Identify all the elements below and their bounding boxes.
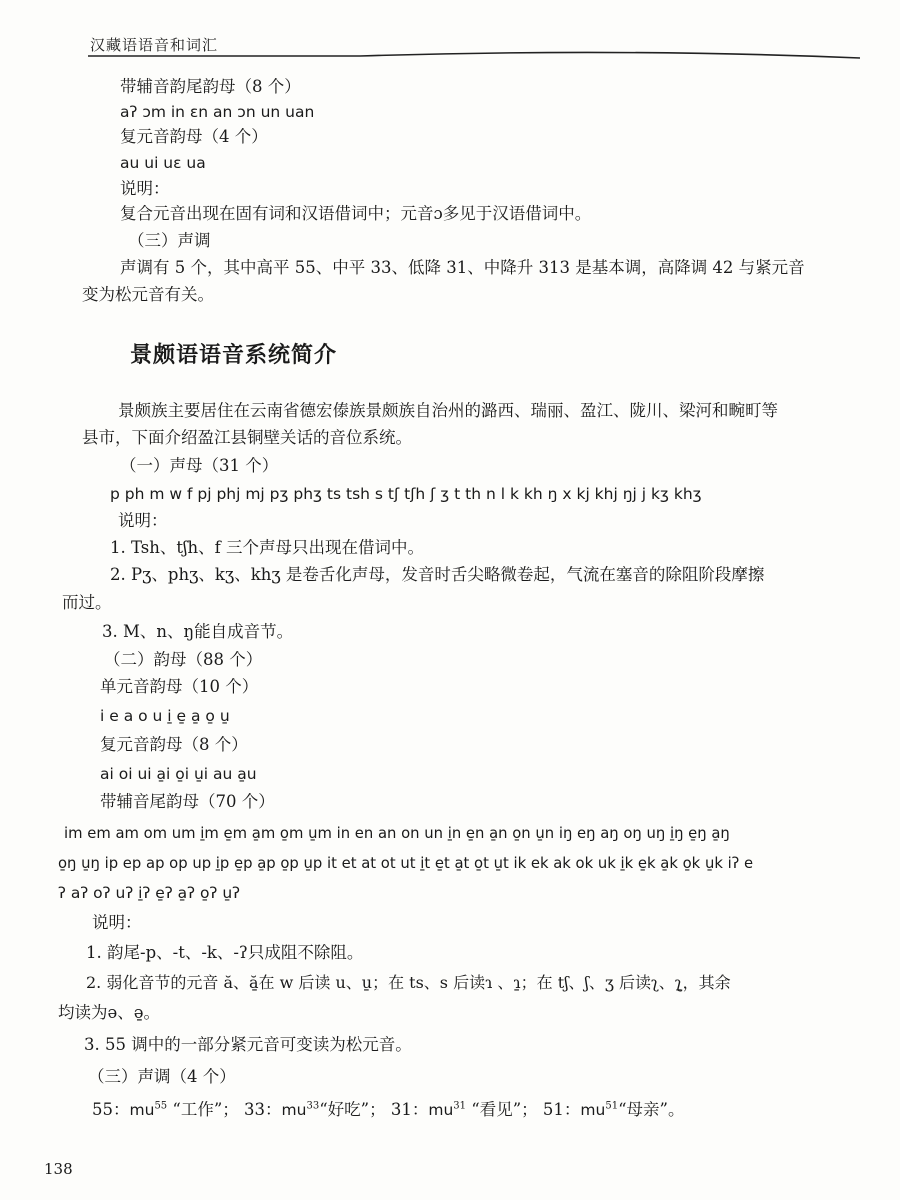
subheading: （三）声调 bbox=[128, 231, 211, 250]
text-line: 声调有 5 个，其中高平 55、中平 33、低降 31、中降升 313 是基本调，高降调 42 与紧元音 bbox=[120, 258, 805, 277]
ipa-line: au ui uɛ ua bbox=[120, 154, 206, 172]
text-line: 说明： bbox=[118, 511, 168, 530]
ipa-line: ai oi ui a̱i o̱i u̱i au a̱u bbox=[100, 765, 257, 783]
text-line: 复元音韵母（8 个） bbox=[100, 735, 248, 754]
text-line: 县市，下面介绍盈江县铜壁关话的音位系统。 bbox=[82, 428, 412, 447]
header-rule bbox=[60, 0, 900, 70]
tone-item: 31：$mu^{31}$ “看见”； bbox=[390, 1100, 538, 1119]
tone-item: 51：$mu^{51}“$母亲”。 bbox=[542, 1100, 685, 1119]
ipa-line: o̱ŋ u̱ŋ ip ep ap op up i̱p e̱p a̱p o̱p u̱p it et at ot ut i̱t e̱t a̱t o̱t u̱t ik ek ak ok uk i̱k e̱k a̱k o̱k u̱k iʔ e bbox=[58, 855, 754, 872]
text-line: 景颇族主要居住在云南省德宏傣族景颇族自治州的潞西、瑞丽、盈江、陇川、梁河和畹町等 bbox=[118, 401, 778, 420]
tone-examples bbox=[92, 1099, 684, 1121]
ipa-line: aʔ ɔm in ɛn an ɔn un uan bbox=[120, 103, 315, 121]
page-number: 138 bbox=[44, 1160, 73, 1178]
text-line: 2. 弱化音节的元音 ă、ă̱在 w 后读 u、u̱；在 ts、s 后读ɿ 、ɿ̱；在 tʃ、ʃ、ʒ 后读ʅ、ʅ̱，其余 bbox=[86, 973, 731, 992]
text-line: 带辅音韵尾韵母（8 个） bbox=[120, 77, 301, 96]
section-heading: 景颇语语音系统简介 bbox=[130, 343, 338, 368]
subheading: （二）韵母（88 个） bbox=[104, 650, 263, 669]
text-line: 1. 韵尾-p、-t、-k、-ʔ只成阻不除阻。 bbox=[86, 943, 364, 962]
ipa-line: ʔ aʔ oʔ uʔ i̱ʔ e̱ʔ a̱ʔ o̱ʔ u̱ʔ bbox=[58, 884, 241, 902]
text-line: 3. M、n、ŋ能自成音节。 bbox=[102, 622, 294, 641]
text-line: 而过。 bbox=[62, 593, 112, 612]
text-line: 带辅音尾韵母（70 个） bbox=[100, 792, 275, 811]
subheading: （一）声母（31 个） bbox=[120, 456, 279, 475]
ipa-line: im em am om um i̱m e̱m a̱m o̱m u̱m in en an on un i̱n e̱n a̱n o̱n u̱n iŋ eŋ aŋ oŋ uŋ i̱ŋ e̱ŋ a̱ŋ bbox=[64, 825, 730, 842]
tone-item: 55：$mu^{55}$ “工作”； bbox=[92, 1100, 239, 1119]
text-line: 3. 55 调中的一部分紧元音可变读为松元音。 bbox=[84, 1035, 412, 1054]
text-line: 说明： bbox=[92, 913, 142, 932]
text-line: 1. Tsh、tʃh、f 三个声母只出现在借词中。 bbox=[110, 538, 424, 557]
ipa-line: i e a o u i̱ e̱ a̱ o̱ u̱ bbox=[100, 707, 230, 725]
text-line: 复元音韵母（4 个） bbox=[120, 127, 268, 146]
text-line: 说明： bbox=[120, 179, 170, 198]
text-line: 复合元音出现在固有词和汉语借词中；元音ɔ多见于汉语借词中。 bbox=[120, 204, 592, 223]
text-line: 均读为ə、ə̱。 bbox=[58, 1003, 161, 1022]
text-line: 单元音韵母（10 个） bbox=[100, 677, 259, 696]
subheading: （三）声调（4 个） bbox=[88, 1067, 236, 1086]
running-header: 汉藏语语音和词汇 bbox=[90, 36, 219, 54]
ipa-line: p ph m w f pj phj mj pʒ phʒ ts tsh s tʃ tʃh ʃ ʒ t th n l k kh ŋ x kj khj ŋj j kʒ khʒ bbox=[110, 485, 702, 503]
text-line: 变为松元音有关。 bbox=[82, 285, 214, 304]
tone-item: 33：$mu^{33}“$好吃”； bbox=[244, 1100, 386, 1119]
text-line: 2. Pʒ、phʒ、kʒ、khʒ 是卷舌化声母，发音时舌尖略微卷起，气流在塞音的除阻阶段摩擦 bbox=[110, 565, 765, 584]
